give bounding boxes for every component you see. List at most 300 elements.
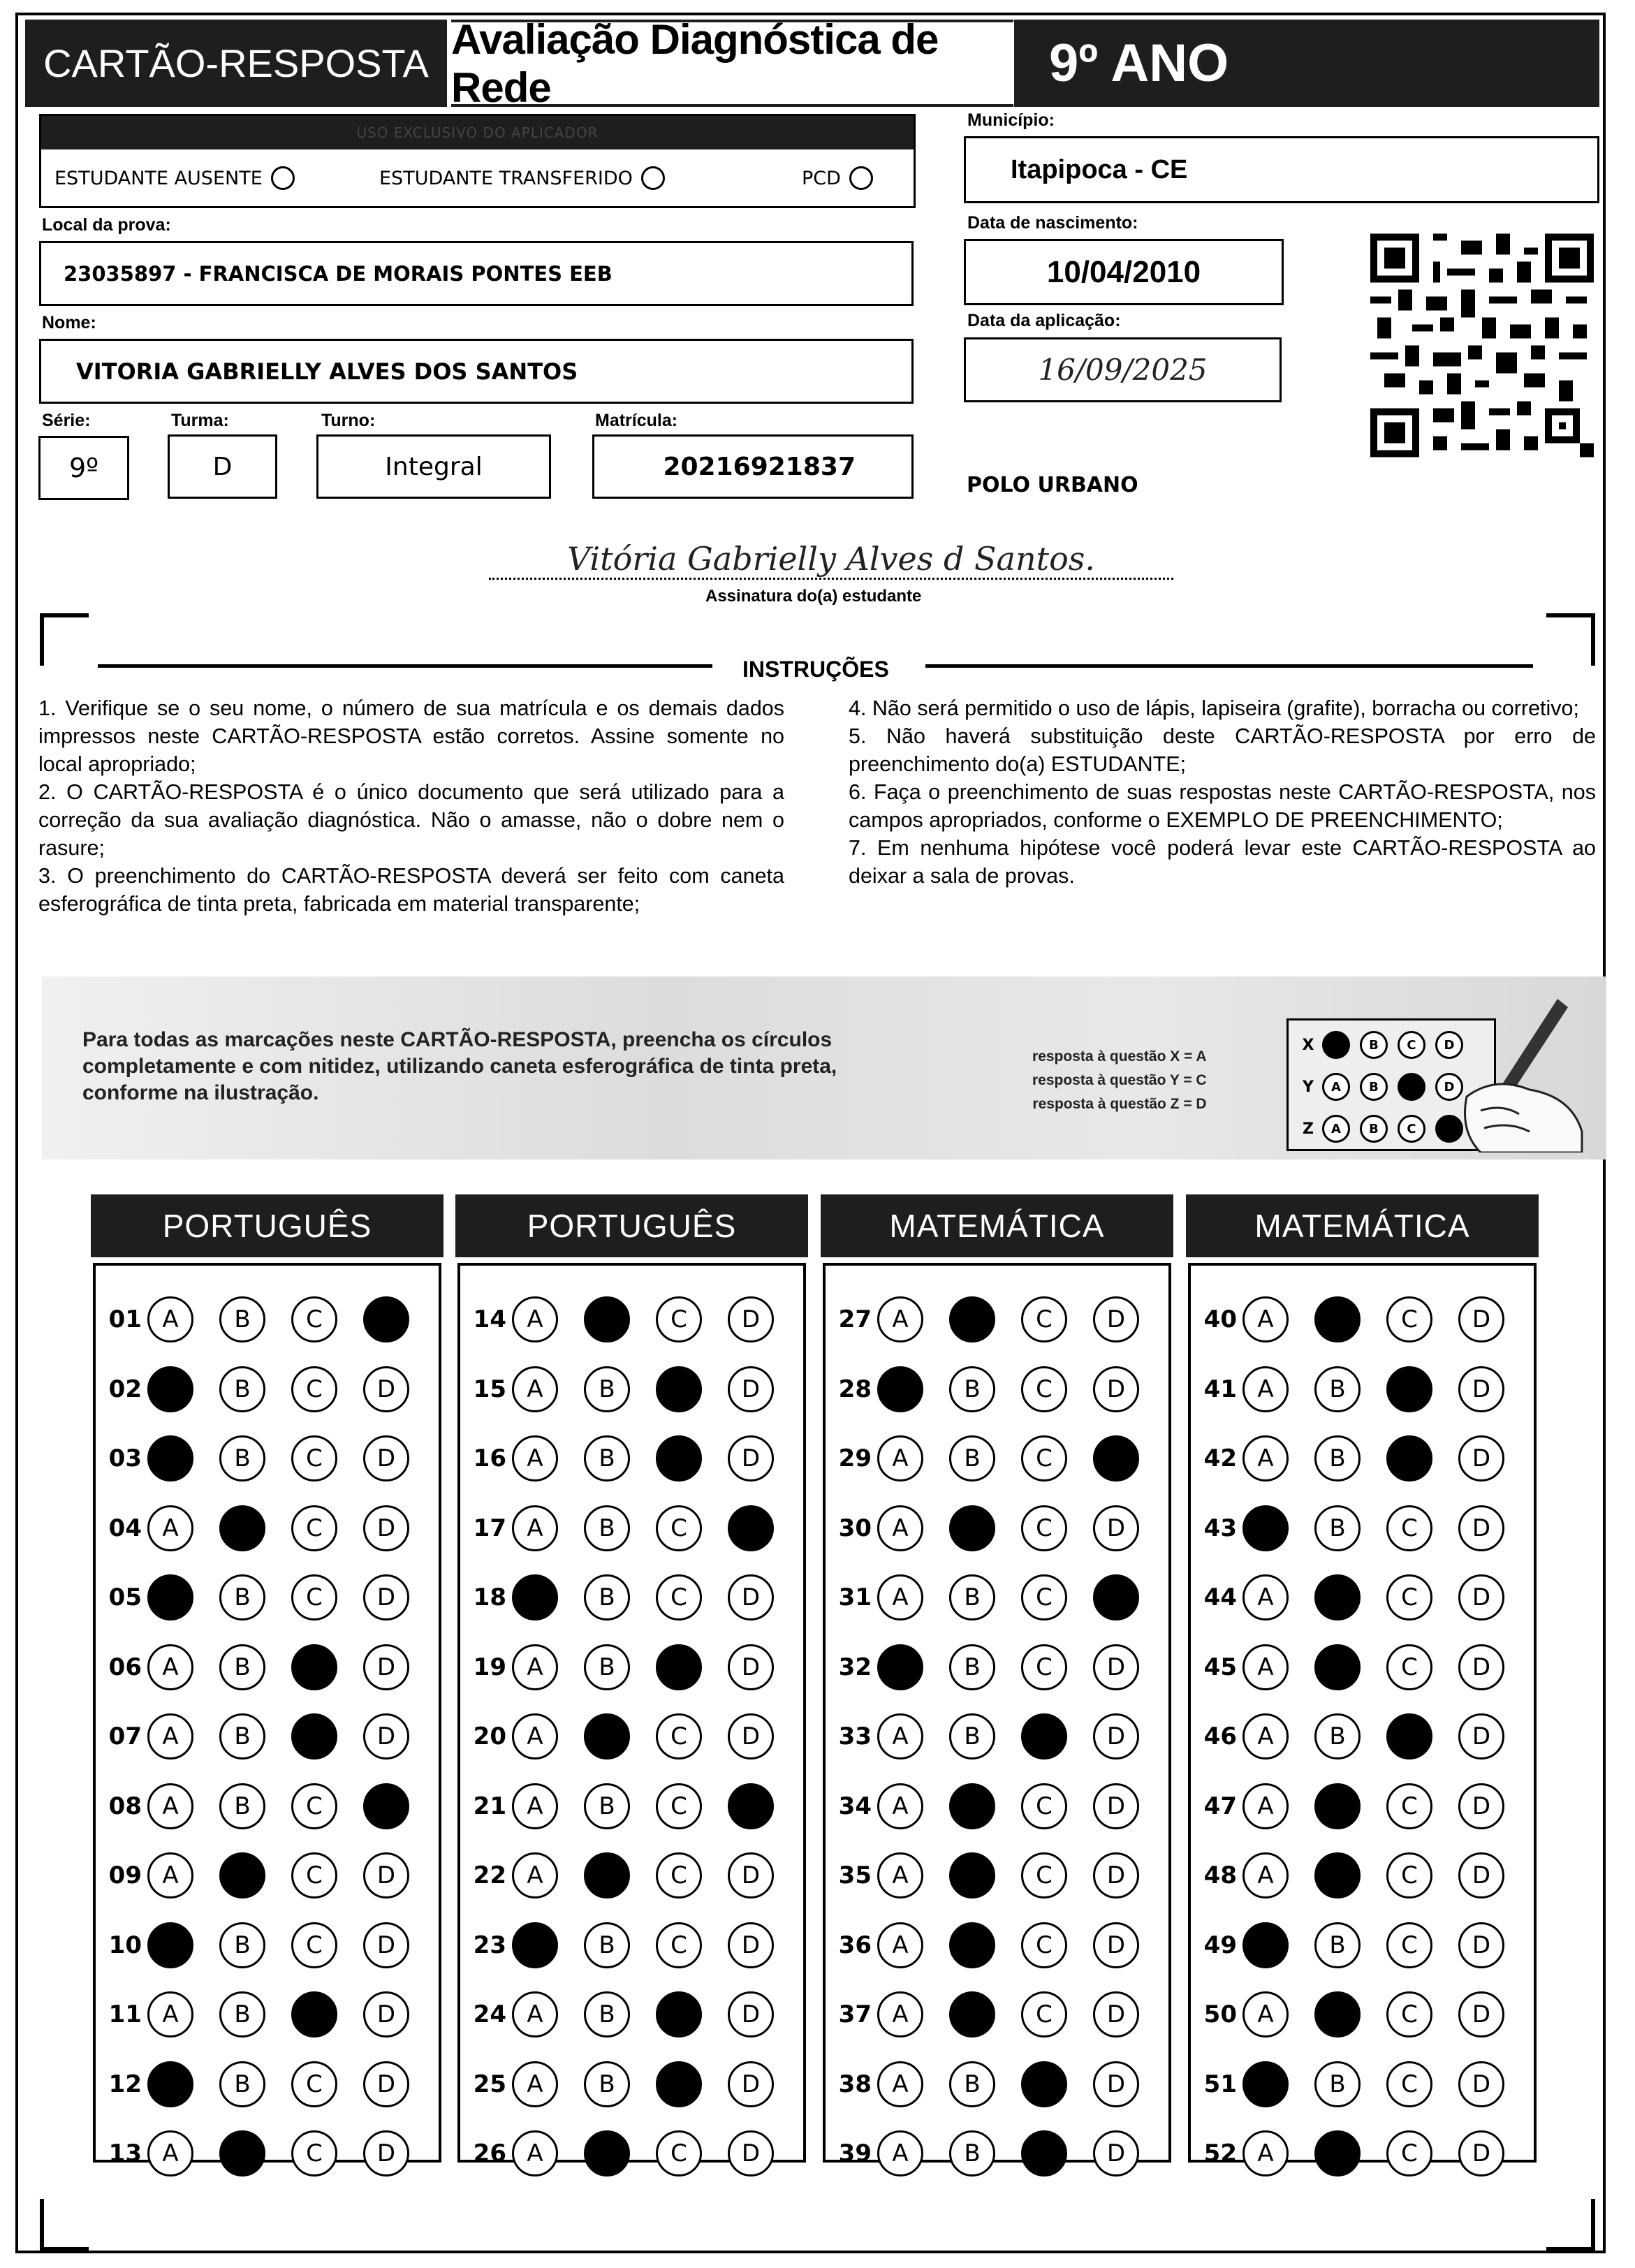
answer-bubble-a[interactable]: A [877,1922,923,1968]
answer-bubble-b[interactable] [584,2130,630,2176]
instruction-item: 5. Não haverá substituição deste CARTÃO-RESPOSTA por erro de preenchimento do(a) ESTUDANTE; [849,724,1596,776]
application-date-label: Data da aplicação: [967,311,1121,330]
answer-bubble-b[interactable]: B [219,1435,265,1481]
answer-bubble-d[interactable]: D [363,1713,409,1759]
answer-bubble-c[interactable]: C [291,2061,337,2107]
question-row [103,1712,435,1761]
answer-bubble-d[interactable]: D [1093,1713,1139,1759]
answer-bubble-a[interactable]: A [512,2130,558,2176]
answer-bubble-c[interactable] [656,1435,702,1481]
answer-bubble-b[interactable]: B [949,2061,995,2107]
example-bubble [1398,1073,1425,1101]
example-question-label: X [1302,1036,1314,1054]
answer-bubble-b[interactable]: B [584,1574,630,1620]
question-row [103,2129,435,2178]
question-row [103,2060,435,2109]
polo-label: POLO URBANO [967,473,1138,497]
answer-bubble-b[interactable]: B [949,1644,995,1690]
answer-bubble-d[interactable]: D [1093,1783,1139,1829]
legend-line: resposta à questão Z = D [1032,1096,1207,1112]
answer-bubble-a[interactable]: A [512,1644,558,1690]
answer-bubble-d[interactable]: D [1458,1574,1504,1620]
answer-bubble-a[interactable]: A [1242,1435,1289,1481]
question-row [467,1990,800,2039]
answer-bubble-b[interactable]: B [584,1922,630,1968]
answer-bubble-a[interactable]: A [877,1783,923,1829]
answer-bubble-c[interactable]: C [1386,2061,1432,2107]
question-row [103,1851,435,1900]
answer-bubble-c[interactable]: C [656,1783,702,1829]
answer-bubble-b[interactable]: B [1314,1505,1361,1551]
answer-bubble-d[interactable]: D [1093,1922,1139,1968]
answer-bubble-d[interactable]: D [363,1922,409,1968]
answer-bubble-d[interactable]: D [728,1991,774,2037]
question-number: 05 [108,1583,142,1611]
answer-bubble-b[interactable] [1314,1296,1361,1342]
matricula-field: 20216921837 [592,434,914,499]
question-number: 01 [108,1305,142,1333]
answer-bubble-b[interactable] [219,1852,265,1898]
answer-bubble-a[interactable] [877,1366,923,1412]
answer-grid [823,1263,1171,2167]
answer-bubble-c[interactable]: C [1021,1574,1067,1620]
answer-bubble-b[interactable] [949,1991,995,2037]
answer-bubble-d[interactable] [1093,1574,1139,1620]
answer-bubble-b[interactable]: B [1314,2061,1361,2107]
answer-bubble-d[interactable] [728,1505,774,1551]
answer-bubble-a[interactable]: A [147,1852,193,1898]
question-number: 14 [473,1305,506,1333]
answer-bubble-c[interactable]: C [656,1296,702,1342]
answer-bubble-d[interactable]: D [1458,1991,1504,2037]
answer-bubble-b[interactable] [1314,2130,1361,2176]
answer-bubble-d[interactable] [728,1783,774,1829]
answer-bubble-c[interactable]: C [291,1852,337,1898]
answer-bubble-b[interactable]: B [584,1505,630,1551]
answer-bubble-a[interactable]: A [877,1574,923,1620]
answer-bubble-c[interactable] [656,1644,702,1690]
answer-bubble-b[interactable]: B [219,1366,265,1412]
answer-bubble-c[interactable]: C [291,2130,337,2176]
answer-bubble-c[interactable] [291,1713,337,1759]
answer-bubble-d[interactable]: D [1093,2061,1139,2107]
example-bubble: C [1398,1115,1425,1143]
answer-bubble-c[interactable]: C [291,1505,337,1551]
answer-bubble-d[interactable]: D [1458,1366,1504,1412]
answer-bubble-a[interactable]: A [147,1713,193,1759]
question-number: 12 [108,2070,142,2098]
answer-bubble-c[interactable]: C [656,2130,702,2176]
answer-bubble-d[interactable]: D [1458,1713,1504,1759]
answer-bubble-a[interactable]: A [877,2061,923,2107]
answer-bubble-c[interactable]: C [1386,1852,1432,1898]
instruction-item: 4. Não será permitido o uso de lápis, lapiseira (grafite), borracha ou corretivo; [849,696,1579,720]
answer-bubble-a[interactable]: A [512,1505,558,1551]
answer-bubble-a[interactable] [147,1574,193,1620]
answer-bubble-b[interactable]: B [584,1366,630,1412]
instruction-item: 3. O preenchimento do CARTÃO-RESPOSTA deverá ser feito com caneta esferográfica de tinta preta, fabricada em material transparente; [38,864,784,916]
instruction-item: 6. Faça o preenchimento de suas respostas neste CARTÃO-RESPOSTA, nos campos apropriados, conforme o EXEMPLO DE PREENCHIMENTO; [849,780,1596,832]
answer-bubble-d[interactable]: D [1458,1505,1504,1551]
answer-bubble-b[interactable]: B [1314,1922,1361,1968]
answer-bubble-b[interactable]: B [219,1296,265,1342]
answer-bubble-b[interactable] [949,1783,995,1829]
answer-bubble-a[interactable]: A [877,2130,923,2176]
answer-bubble-c[interactable] [291,1991,337,2037]
question-number: 29 [838,1444,872,1472]
answer-bubble-d[interactable]: D [728,2130,774,2176]
answer-bubble-d[interactable]: D [728,1644,774,1690]
question-row [103,1573,435,1622]
answer-bubble-b[interactable] [1314,1783,1361,1829]
answer-bubble-d[interactable]: D [1093,1852,1139,1898]
answer-bubble-a[interactable]: A [512,1713,558,1759]
instruction-item: 1. Verifique se o seu nome, o número de sua matrícula e os demais dados impressos neste CARTÃO-RESPOSTA estão corretos. Assine somente no local apropriado; [38,696,784,776]
answer-bubble-c[interactable]: C [1386,1644,1432,1690]
answer-bubble-a[interactable] [512,1574,558,1620]
question-row [103,1504,435,1553]
answer-bubble-d[interactable]: D [363,2061,409,2107]
answer-bubble-c[interactable]: C [1386,1505,1432,1551]
answer-bubble-c[interactable]: C [291,1366,337,1412]
answer-bubble-d[interactable]: D [363,1574,409,1620]
example-row [1294,1026,1473,1064]
answer-bubble-a[interactable]: A [147,1644,193,1690]
answer-bubble-c[interactable]: C [1386,2130,1432,2176]
question-row [1198,1990,1530,2039]
answer-bubble-a[interactable]: A [512,1852,558,1898]
answer-bubble-c[interactable]: C [1021,1296,1067,1342]
answer-bubble-a[interactable]: A [877,1435,923,1481]
turno-field: Integral [316,434,551,499]
answer-bubble-d[interactable]: D [363,1505,409,1551]
answer-bubble-c[interactable]: C [1386,1991,1432,2037]
answer-bubble-d[interactable]: D [1093,1366,1139,1412]
answer-bubble-b[interactable]: B [949,1713,995,1759]
answer-bubble-d[interactable]: D [363,1435,409,1481]
instruction-item: 7. Em nenhuma hipótese você poderá levar este CARTÃO-RESPOSTA ao deixar a sala de provas. [849,836,1596,888]
answer-bubble-a[interactable]: A [877,1296,923,1342]
answer-bubble-c[interactable]: C [291,1922,337,1968]
answer-bubble-c[interactable]: C [656,1852,702,1898]
question-number: 13 [108,2139,142,2167]
answer-bubble-d[interactable]: D [1458,1922,1504,1968]
question-row [467,1712,800,1761]
answer-bubble-b[interactable] [584,1296,630,1342]
transferred-option[interactable] [379,166,665,190]
answer-bubble-a[interactable]: A [512,1783,558,1829]
pcd-option[interactable] [802,166,873,190]
answer-bubble-d[interactable]: D [728,2061,774,2107]
answer-bubble-c[interactable]: C [1386,1783,1432,1829]
answer-bubble-a[interactable] [1242,1505,1289,1551]
answer-bubble-a[interactable] [147,1922,193,1968]
transferred-bubble[interactable] [641,166,665,190]
answer-bubble-b[interactable] [584,1852,630,1898]
answer-bubble-d[interactable] [1093,1435,1139,1481]
question-number: 36 [838,1931,872,1959]
question-number: 35 [838,1861,872,1889]
answer-bubble-d[interactable]: D [1458,1296,1504,1342]
answer-bubble-a[interactable] [1242,2061,1289,2107]
answer-bubble-c[interactable] [1386,1435,1432,1481]
answer-bubble-c[interactable]: C [291,1435,337,1481]
answer-bubble-b[interactable]: B [949,1366,995,1412]
answer-bubble-b[interactable]: B [219,1922,265,1968]
answer-bubble-c[interactable]: C [1386,1922,1432,1968]
question-number: 40 [1203,1305,1237,1333]
signature-line[interactable]: Vitória Gabrielly Alves d Santos. [489,539,1173,580]
question-number: 06 [108,1653,142,1681]
answer-bubble-a[interactable]: A [512,1435,558,1481]
question-row [1198,2129,1530,2178]
question-row [833,2129,1165,2178]
answer-bubble-b[interactable]: B [949,2130,995,2176]
answer-bubble-d[interactable]: D [728,1435,774,1481]
answer-bubble-d[interactable]: D [363,1366,409,1412]
answer-bubble-c[interactable]: C [1021,1366,1067,1412]
answer-bubble-b[interactable]: B [949,1435,995,1481]
answer-bubble-a[interactable]: A [877,1505,923,1551]
question-number: 32 [838,1653,872,1681]
answer-bubble-b[interactable] [1314,1852,1361,1898]
question-row [103,1990,435,2039]
answer-bubble-a[interactable]: A [147,1505,193,1551]
example-bubble: B [1360,1031,1388,1059]
answer-bubble-d[interactable]: D [1458,1783,1504,1829]
answer-bubble-c[interactable] [1021,2061,1067,2107]
answer-bubble-a[interactable]: A [1242,1783,1289,1829]
birthdate-label: Data de nascimento: [967,213,1138,233]
question-row [467,1921,800,1970]
answer-bubble-c[interactable]: C [1021,1435,1067,1481]
example-bubble: D [1435,1073,1463,1101]
answer-bubble-c[interactable] [291,1644,337,1690]
answer-bubble-d[interactable]: D [728,1366,774,1412]
answer-bubble-c[interactable]: C [1021,1922,1067,1968]
instructions-title: INSTRUÇÕES [742,657,889,682]
answer-bubble-b[interactable]: B [584,1435,630,1481]
example-question-label: Z [1303,1120,1314,1138]
question-number: 24 [473,2000,506,2028]
answer-bubble-c[interactable]: C [656,1713,702,1759]
answer-bubble-a[interactable]: A [147,2130,193,2176]
answer-bubble-d[interactable]: D [363,1852,409,1898]
example-bubble: D [1435,1031,1463,1059]
question-number: 34 [838,1792,872,1820]
answer-bubble-a[interactable] [877,1644,923,1690]
answer-bubble-d[interactable]: D [1093,1505,1139,1551]
answer-bubble-d[interactable]: D [1458,1644,1504,1690]
answer-bubble-c[interactable]: C [1386,1296,1432,1342]
example-bubble: B [1360,1073,1388,1101]
answer-bubble-d[interactable]: D [1458,2061,1504,2107]
card-subtitle: Avaliação Diagnóstica de Rede [451,20,1013,107]
question-number: 16 [473,1444,506,1472]
answer-bubble-a[interactable]: A [1242,1574,1289,1620]
answer-bubble-b[interactable]: B [1314,1713,1361,1759]
answer-bubble-b[interactable] [949,1505,995,1551]
answer-bubble-a[interactable]: A [877,1713,923,1759]
question-row [467,1295,800,1344]
answer-bubble-c[interactable]: C [656,1505,702,1551]
answer-bubble-d[interactable]: D [1093,1296,1139,1342]
answer-bubble-a[interactable]: A [1242,1296,1289,1342]
corner-mark [40,2199,89,2251]
answer-bubble-a[interactable]: A [1242,1991,1289,2037]
corner-mark [1546,2199,1595,2251]
answer-bubble-c[interactable]: C [1021,1644,1067,1690]
panel-title: PORTUGUÊS [91,1194,443,1257]
panel-title: PORTUGUÊS [455,1194,808,1257]
answer-bubble-b[interactable] [949,1296,995,1342]
question-row [103,1295,435,1344]
answer-bubble-b[interactable]: B [219,1783,265,1829]
pcd-bubble[interactable] [849,166,873,190]
answer-bubble-d[interactable]: D [363,1991,409,2037]
banner-legend [1032,1045,1207,1116]
answer-bubble-c[interactable] [656,2061,702,2107]
birthdate-field: 10/04/2010 [964,239,1284,305]
answer-bubble-a[interactable]: A [512,1366,558,1412]
application-date-field[interactable]: 16/09/2025 [964,337,1282,402]
question-row [1198,1504,1530,1553]
answer-bubble-b[interactable]: B [219,1644,265,1690]
answer-bubble-d[interactable]: D [1458,1852,1504,1898]
question-row [103,1434,435,1483]
answer-bubble-a[interactable] [1242,1922,1289,1968]
answer-bubble-d[interactable]: D [363,1644,409,1690]
answer-bubble-b[interactable] [1314,1991,1361,2037]
answer-bubble-d[interactable]: D [1093,2130,1139,2176]
qr-code [1370,232,1594,459]
answer-bubble-c[interactable]: C [1021,1505,1067,1551]
answer-bubble-a[interactable]: A [1242,1366,1289,1412]
answer-bubble-c[interactable]: C [1021,1991,1067,2037]
answer-bubble-c[interactable]: C [1021,1783,1067,1829]
answer-bubble-d[interactable]: D [728,1713,774,1759]
answer-bubble-a[interactable] [147,2061,193,2107]
answer-bubble-b[interactable]: B [1314,1366,1361,1412]
answer-bubble-c[interactable] [1386,1366,1432,1412]
example-bubble: A [1322,1073,1350,1101]
question-number: 46 [1203,1722,1237,1750]
answer-bubble-d[interactable]: D [1458,1435,1504,1481]
answer-bubble-d[interactable] [363,1783,409,1829]
answer-bubble-d[interactable]: D [1458,2130,1504,2176]
answer-bubble-d[interactable]: D [728,1296,774,1342]
question-row [833,1573,1165,1622]
answer-bubble-a[interactable]: A [877,1991,923,2037]
answer-bubble-b[interactable]: B [219,1991,265,2037]
answer-bubble-c[interactable]: C [291,1574,337,1620]
answer-bubble-b[interactable]: B [219,1713,265,1759]
absent-option[interactable] [54,166,295,190]
answer-bubble-b[interactable] [219,2130,265,2176]
answer-bubble-a[interactable]: A [512,2061,558,2107]
answer-bubble-a[interactable]: A [1242,1713,1289,1759]
question-row [833,1990,1165,2039]
question-number: 25 [473,2070,506,2098]
answer-bubble-d[interactable]: D [1093,1644,1139,1690]
answer-bubble-c[interactable] [1021,2130,1067,2176]
card-title: CARTÃO-RESPOSTA [25,20,447,107]
answer-bubble-b[interactable] [949,1922,995,1968]
pen-hand-icon [1453,992,1585,1153]
answer-bubble-b[interactable]: B [219,2061,265,2107]
answer-bubble-b[interactable] [1314,1574,1361,1620]
answer-bubble-b[interactable] [949,1852,995,1898]
answer-bubble-c[interactable]: C [291,1296,337,1342]
answer-bubble-c[interactable]: C [291,1783,337,1829]
answer-bubble-b[interactable] [219,1505,265,1551]
question-number: 42 [1203,1444,1237,1472]
answer-bubble-a[interactable]: A [147,1991,193,2037]
question-row [1198,1434,1530,1483]
answer-bubble-c[interactable]: C [656,1922,702,1968]
answer-bubble-a[interactable]: A [1242,2130,1289,2176]
corner-mark [1546,613,1595,666]
answer-bubble-b[interactable] [1314,1644,1361,1690]
answer-bubble-a[interactable]: A [512,1296,558,1342]
answer-bubble-b[interactable]: B [584,1783,630,1829]
answer-bubble-b[interactable]: B [219,1574,265,1620]
absent-bubble[interactable] [271,166,295,190]
answer-bubble-d[interactable]: D [363,2130,409,2176]
answer-bubble-d[interactable]: D [728,1922,774,1968]
answer-bubble-c[interactable]: C [1021,1852,1067,1898]
answer-bubble-a[interactable] [512,1922,558,1968]
answer-bubble-c[interactable] [656,1991,702,2037]
question-row [467,1365,800,1414]
answer-bubble-b[interactable]: B [584,2061,630,2107]
question-row [1198,1851,1530,1900]
question-row [103,1782,435,1831]
answer-bubble-a[interactable]: A [512,1991,558,2037]
question-row [467,1851,800,1900]
answer-bubble-c[interactable] [656,1366,702,1412]
question-row [1198,1712,1530,1761]
answer-bubble-d[interactable] [363,1296,409,1342]
answer-bubble-a[interactable]: A [1242,1852,1289,1898]
answer-bubble-b[interactable]: B [584,1991,630,2037]
answer-bubble-d[interactable]: D [728,1852,774,1898]
answer-bubble-d[interactable]: D [1093,1991,1139,2037]
answer-bubble-c[interactable]: C [656,1574,702,1620]
answer-bubble-a[interactable] [147,1435,193,1481]
answer-bubble-b[interactable]: B [1314,1435,1361,1481]
corner-mark [40,613,89,666]
question-row [467,1573,800,1622]
answer-bubble-b[interactable] [584,1713,630,1759]
panel-title: MATEMÁTICA [1186,1194,1539,1257]
answer-bubble-c[interactable]: C [1386,1574,1432,1620]
answer-bubble-c[interactable] [1386,1713,1432,1759]
answer-bubble-a[interactable]: A [147,1783,193,1829]
example-row [1294,1110,1473,1148]
example-bubble [1322,1031,1350,1059]
answer-bubble-a[interactable] [147,1366,193,1412]
legend-line: resposta à questão Y = C [1032,1072,1207,1088]
answer-bubble-c[interactable] [1021,1713,1067,1759]
question-row [103,1365,435,1414]
answer-bubble-a[interactable]: A [147,1296,193,1342]
answer-bubble-b[interactable]: B [584,1644,630,1690]
answer-bubble-d[interactable]: D [728,1574,774,1620]
answer-bubble-a[interactable]: A [877,1852,923,1898]
answer-bubble-a[interactable]: A [1242,1644,1289,1690]
answer-bubble-b[interactable]: B [949,1574,995,1620]
